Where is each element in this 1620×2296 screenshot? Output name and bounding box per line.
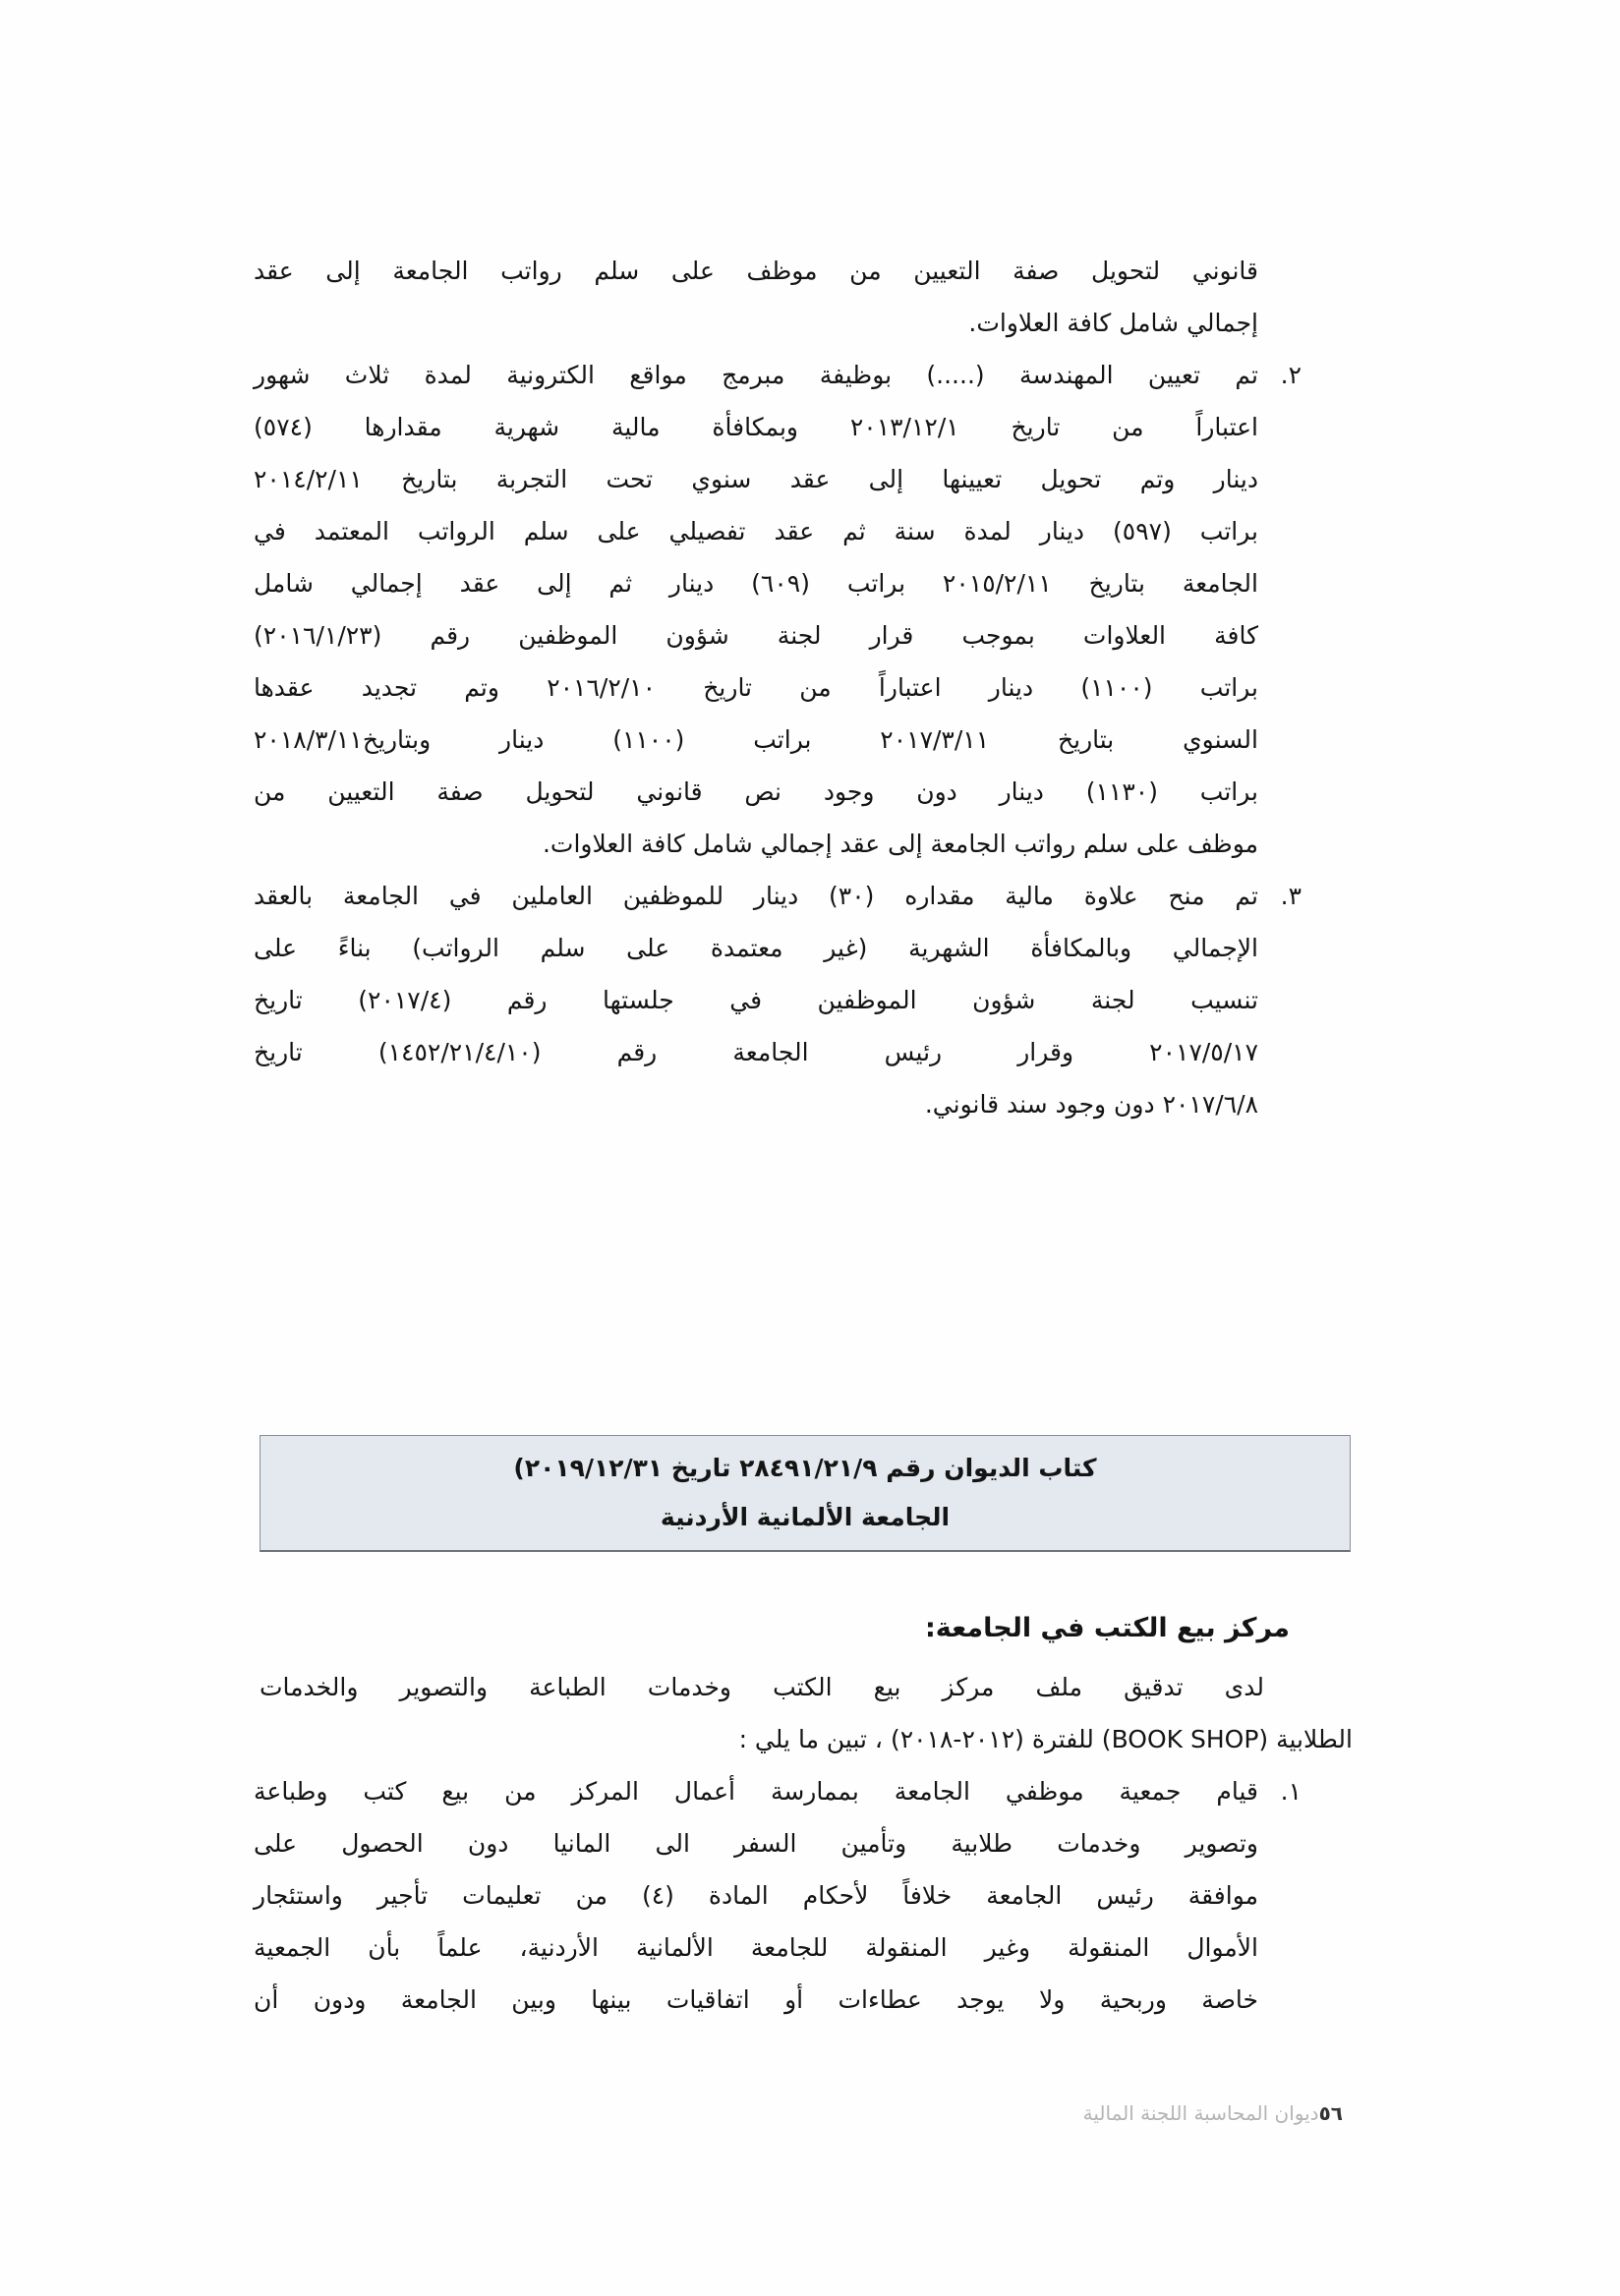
list-item-1 [254,1765,1302,2026]
item-line: ٢٠١٧/٥/١٧ وقرار رئيس الجامعة رقم (١٤٥٢/٢١/٤/١٠) تاريخ [254,1038,1258,1066]
item-line: الأموال المنقولة وغير المنقولة للجامعة الألمانية الأردنية، علماً بأن الجمعية [254,1933,1258,1962]
reference-box [260,1435,1351,1552]
item-line: تم تعيين المهندسة (.....) بوظيفة مبرمج مواقع الكترونية لمدة ثلاث شهور [254,361,1258,389]
paragraph-line: إجمالي شامل كافة العلاوات. [968,309,1258,337]
item-line: قيام جمعية موظفي الجامعة بممارسة أعمال المركز من بيع كتب وطباعة [254,1777,1258,1806]
section-2-list [254,1765,1302,2026]
footer-text: ديوان المحاسبة اللجنة المالية [1082,2101,1319,2125]
list-item-3 [254,870,1302,1130]
item-line: اعتباراً من تاريخ ٢٠١٣/١٢/١ وبمكافأة مالية شهرية مقدارها (٥٧٤) [254,413,1258,441]
item-line: براتب (١١٣٠) دينار دون وجود نص قانوني لتحويل صفة التعيين من [254,777,1258,806]
section-1 [254,245,1302,1130]
university-name: الجامعة الألمانية الأردنية [660,1503,951,1531]
item-line: تنسيب لجنة شؤون الموظفين في جلستها رقم (٢٠١٧/٤) تاريخ [254,986,1258,1014]
paragraph-line: الطلابية (BOOK SHOP) للفترة (٢٠١٢-٢٠١٨) ، تبين ما يلي : [738,1725,1353,1753]
item-line: وتصوير وخدمات طلابية وتأمين السفر الى المانيا دون الحصول على [254,1829,1258,1858]
item-line: الجامعة بتاريخ ٢٠١٥/٢/١١ براتب (٦٠٩) دينار ثم إلى عقد إجمالي شامل [254,569,1258,598]
item-line: ٢٠١٧/٦/٨ دون وجود سند قانوني. [924,1090,1258,1119]
list-number: ٢. [1280,361,1302,389]
item-line: موافقة رئيس الجامعة خلافاً لأحكام المادة (٤) من تعليمات تأجير واستئجار [254,1881,1258,1910]
item-line: كافة العلاوات بموجب قرار لجنة شؤون الموظفين رقم (٢٠١٦/١/٢٣) [254,621,1258,650]
item-line: براتب (١١٠٠) دينار اعتباراً من تاريخ ٢٠١٦/٢/١٠ وتم تجديد عقدها [254,673,1258,702]
page-number: ٥٦ [1318,2101,1343,2125]
item-line: السنوي بتاريخ ٢٠١٧/٣/١١ براتب (١١٠٠) دينار وبتاريخ٢٠١٨/٣/١١ [254,725,1258,754]
list-item-2 [254,349,1302,870]
item-line: الإجمالي وبالمكافأة الشهرية (غير معتمدة على سلم الرواتب) بناءً على [254,934,1258,962]
page-footer [1083,2101,1343,2125]
paragraph-line: لدى تدقيق ملف مركز بيع الكتب وخدمات الطباعة والتصوير والخدمات [260,1673,1264,1701]
list-number: ١. [1280,1777,1302,1806]
paragraph-line: قانوني لتحويل صفة التعيين من موظف على سلم رواتب الجامعة إلى عقد [254,257,1258,285]
item-line: دينار وتم تحويل تعيينها إلى عقد سنوي تحت التجربة بتاريخ ٢٠١٤/٢/١١ [254,465,1258,493]
list-number: ٣. [1280,882,1302,910]
item-line: تم منح علاوة مالية مقداره (٣٠) دينار للموظفين العاملين في الجامعة بالعقد [254,882,1258,910]
item-line: خاصة وربحية ولا يوجد عطاءات أو اتفاقيات بينها وبين الجامعة ودون أن [254,1985,1258,2014]
reference-title: كتاب الديوان رقم ٢٨٤٩١/٢١/٩ تاريخ ٢٠١٩/١٢/٣١) [513,1454,1097,1482]
item-line: موظف على سلم رواتب الجامعة إلى عقد إجمالي شامل كافة العلاوات. [542,830,1258,858]
section-heading: مركز بيع الكتب في الجامعة: [924,1613,1290,1643]
item-line: براتب (٥٩٧) دينار لمدة سنة ثم عقد تفصيلي على سلم الرواتب المعتمد في [254,517,1258,545]
section-2 [260,1661,1353,1765]
